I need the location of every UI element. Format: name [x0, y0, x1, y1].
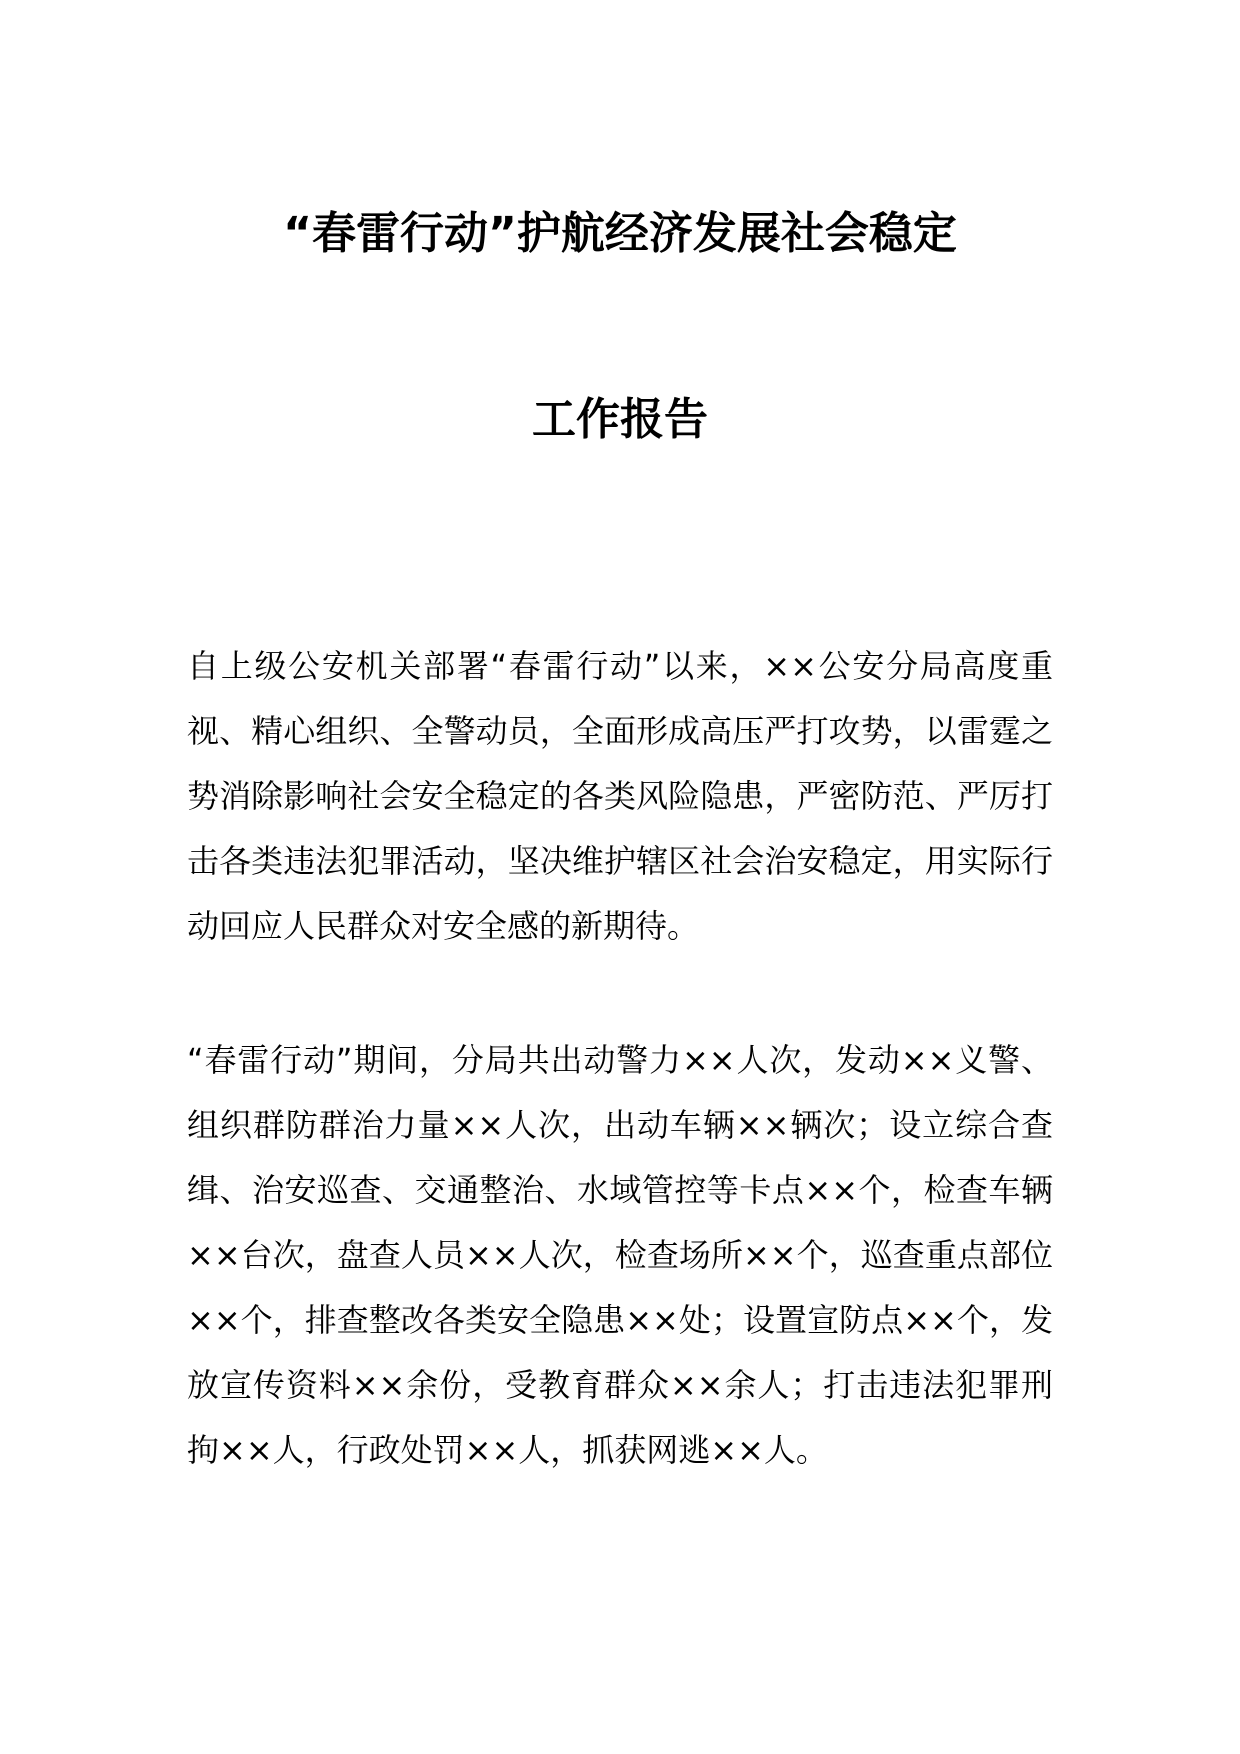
body-paragraph-1: 自上级公安机关部署“春雷行动”以来，××公安分局高度重视、精心组织、全警动员，全面形成高压严打攻势，以雷霆之势消除影响社会安全稳定的各类风险隐患，严密防范、严厉打击各类违法犯罪活动，坚决维护辖区社会治安稳定，用实际行动回应人民群众对安全感的新期待。 — [187, 647, 1053, 945]
document-title-line-2: 工作报告 — [532, 394, 708, 445]
document-title-line-1: “春雷行动”护航经济发展社会稳定 — [283, 208, 957, 259]
body-paragraph-2: “春雷行动”期间，分局共出动警力××人次，发动××义警、组织群防群治力量××人次，出动车辆××辆次；设立综合查缉、治安巡查、交通整治、水域管控等卡点××个，检查车辆××台次，盘查人员××人次，检查场所××个，巡查重点部位××个，排查整改各类安全隐患××处；设置宣防点××个，发放宣传资料××余份，受教育群众××余人；打击违法犯罪刑拘××人，行政处罚××人，抓获网逃××人。 — [187, 1041, 1053, 1469]
